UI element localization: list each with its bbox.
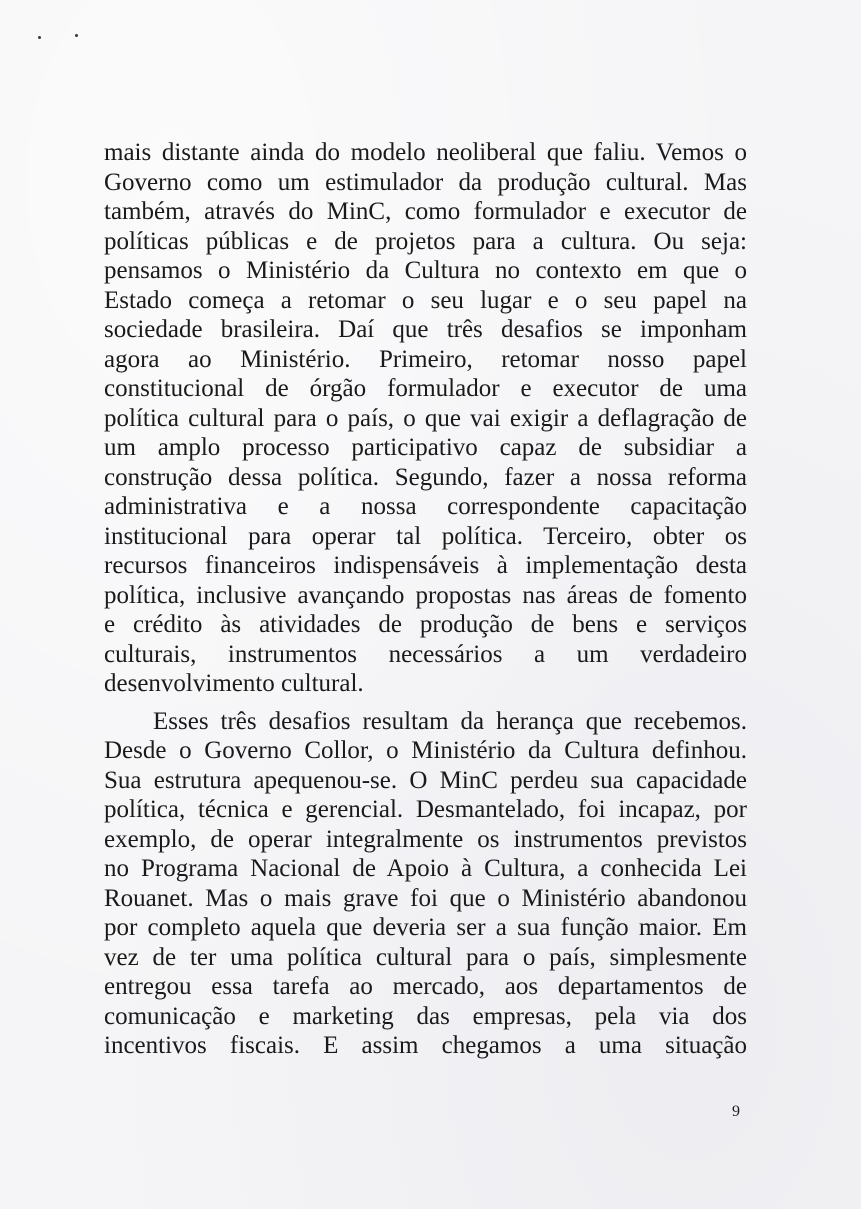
text-line: agora ao Ministério. Primeiro, retomar nosso papel bbox=[104, 345, 747, 373]
text-line: Governo como um estimulador da produção cultural. Mas bbox=[104, 168, 747, 196]
text-line: vez de ter uma política cultural para o país, simplesmente bbox=[104, 943, 747, 971]
text-line: política, inclusive avançando propostas nas áreas de fomento bbox=[104, 581, 747, 609]
page-number: 9 bbox=[732, 1103, 740, 1120]
text-line: política, técnica e gerencial. Desmantelado, foi incapaz, por bbox=[104, 796, 747, 823]
text-line: administrativa e a nossa correspondente capacitação bbox=[104, 493, 747, 520]
text-line: recursos financeiros indispensáveis à implementação desta bbox=[104, 552, 747, 579]
scan-speck bbox=[75, 34, 78, 37]
text-line: Sua estrutura apequenou-se. O MinC perdeu sua capacidade bbox=[104, 766, 747, 794]
text-line: políticas públicas e de projetos para a cultura. Ou seja: bbox=[104, 227, 747, 255]
text-line: culturais, instrumentos necessários a um verdadeiro bbox=[104, 640, 747, 668]
text-line: também, através do MinC, como formulador e executor de bbox=[104, 198, 747, 225]
text-line: Desde o Governo Collor, o Ministério da Cultura definhou. bbox=[104, 737, 747, 764]
text-line: Estado começa a retomar o seu lugar e o seu papel na bbox=[104, 286, 747, 314]
text-line: constitucional de órgão formulador e executor de uma bbox=[104, 375, 747, 402]
text-line: sociedade brasileira. Daí que três desafios se imponham bbox=[104, 316, 747, 343]
scan-speck bbox=[38, 36, 41, 39]
text-line: política cultural para o país, o que vai exigir a deflagração de bbox=[104, 404, 747, 432]
text-line: comunicação e marketing das empresas, pela via dos bbox=[104, 1002, 747, 1030]
text-line: mais distante ainda do modelo neoliberal que faliu. Vemos o bbox=[104, 139, 747, 166]
text-line: desenvolvimento cultural. bbox=[104, 670, 364, 697]
body-text bbox=[104, 138, 747, 1061]
text-line: Esses três desafios resultam da herança que recebemos. bbox=[153, 707, 747, 735]
text-line: e crédito às atividades de produção de bens e serviços bbox=[104, 611, 747, 638]
text-line: pensamos o Ministério da Cultura no contexto em que o bbox=[104, 257, 747, 284]
text-line: construção dessa política. Segundo, fazer a nossa reforma bbox=[104, 463, 747, 491]
text-line: exemplo, de operar integralmente os instrumentos previstos bbox=[104, 825, 747, 853]
text-line: um amplo processo participativo capaz de subsidiar a bbox=[104, 434, 747, 461]
text-line: por completo aquela que deveria ser a sua função maior. Em bbox=[104, 914, 747, 941]
text-line: entregou essa tarefa ao mercado, aos departamentos de bbox=[104, 973, 747, 1000]
text-line: incentivos fiscais. E assim chegamos a uma situação bbox=[104, 1032, 747, 1059]
text-line: no Programa Nacional de Apoio à Cultura, a conhecida Lei bbox=[104, 855, 747, 882]
paragraph-2 bbox=[104, 707, 747, 1061]
text-line: institucional para operar tal política. Terceiro, obter os bbox=[104, 522, 747, 550]
text-line: Rouanet. Mas o mais grave foi que o Ministério abandonou bbox=[104, 884, 747, 912]
paragraph-1 bbox=[104, 138, 747, 699]
